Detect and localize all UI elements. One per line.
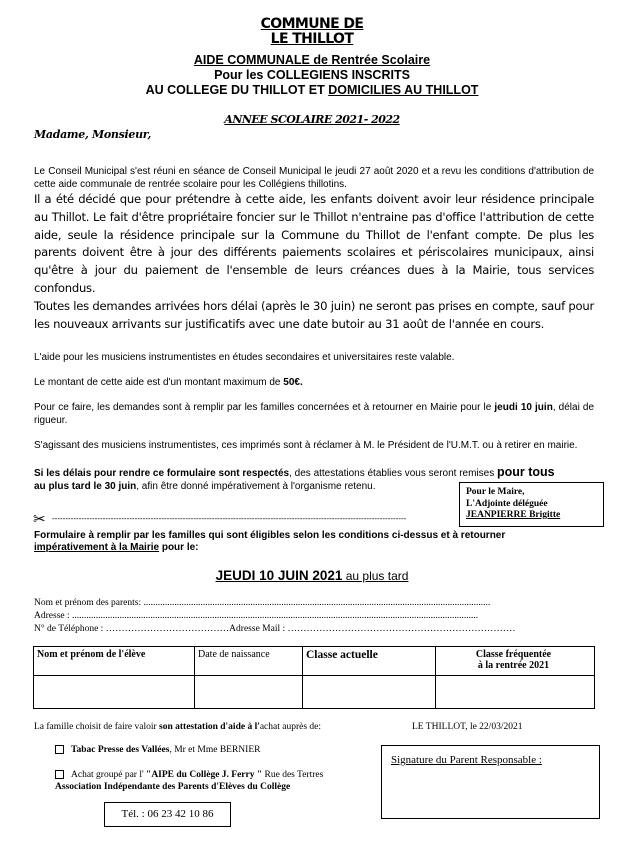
signature-box[interactable] — [381, 745, 600, 819]
paragraph-montant — [34, 377, 594, 390]
signature-label: Signature du Parent Responsable : — [391, 754, 542, 766]
col-header-next-class-line1: Classe fréquentée — [475, 649, 552, 660]
deadline-date: JEUDI 10 JUIN 2021 — [215, 568, 343, 583]
choice-intro-prefix: La famille choisit de faire valoir — [34, 722, 160, 732]
maire-signature-box — [459, 482, 604, 527]
demandes-text: Pour ce faire, les demandes sont à remplir par les familles concernées et à retourner en Mairie pour le — [34, 402, 495, 413]
annee-scolaire: ANNEE SCOLAIRE 2021- 2022 — [224, 113, 400, 126]
aide-title: AIDE COMMUNALE de Rentrée Scolaire — [193, 53, 431, 67]
col-header-next-class — [436, 647, 595, 676]
commune-title — [0, 17, 624, 47]
attestations-end: , afin être donné impérativement à l'organisme retenu. — [136, 480, 376, 492]
option-aipe-suffix: Rue des Tertres — [262, 770, 324, 780]
table-header-row — [34, 647, 595, 676]
deadline — [0, 568, 624, 584]
address-field[interactable]: Adresse : ........................................................................................................................................................................... — [34, 611, 479, 621]
attestations-pour-tous: pour tous — [497, 465, 555, 479]
option-tabac-rest: , Mr et Mme BERNIER — [169, 745, 261, 755]
choice-intro — [34, 722, 321, 733]
scissors-icon: ✂ — [33, 511, 46, 528]
choice-intro-suffix: achat auprès de: — [259, 722, 322, 732]
maire-name: JEANPIERRE Brigitte — [466, 510, 561, 520]
commune-line1: COMMUNE DE — [260, 16, 364, 32]
pour-line: Pour les COLLEGIENS INSCRITS — [214, 68, 410, 82]
college-prefix: AU COLLEGE DU THILLOT ET — [145, 83, 329, 97]
demandes-suffix: , délai de rigueur. — [34, 402, 595, 426]
demandes-date: jeudi 10 juin — [494, 402, 553, 413]
option-tabac — [55, 745, 260, 756]
option-aipe-prefix: Achat groupé par l' — [71, 770, 147, 780]
parents-name-field[interactable]: Nom et prénom des parents: .................................................................................................................................................. — [34, 598, 491, 608]
option-aipe-bold: "AIPE du Collège J. Ferry " — [146, 770, 263, 780]
option-tabac-checkbox[interactable] — [55, 745, 64, 754]
commune-line2: LE THILLOT — [270, 31, 354, 47]
col-header-name: Nom et prénom de l'élève — [34, 647, 195, 676]
paragraph-delai: Toutes les demandes arrivées hors délai (après le 30 juin) ne seront pas prises en compte, sauf pour les nouveaux arrivants sur justificatifs avec une date butoir au 31 août de l'année en cours. — [34, 299, 594, 331]
option-aipe — [55, 770, 323, 781]
attestations-mid: , des attestations établies vous seront remises — [289, 468, 497, 479]
paragraph-musiciens: L'aide pour les musiciens instrumentistes en études secondaires et universitaires reste valable. — [34, 352, 455, 363]
attestations-date: au plus tard le 30 juin — [34, 480, 137, 492]
montant-amount: 50€. — [283, 377, 303, 388]
cut-line: ------------------------------------------------------------------------------------------------------------------------------------- — [52, 514, 407, 523]
tel-box: Tél. : 06 23 42 10 86 — [104, 802, 231, 827]
col-header-current-class: Classe actuelle — [303, 647, 436, 676]
college-line — [0, 83, 624, 98]
phone-email-field[interactable]: N° de Téléphone : …………………………………Adresse Mail : ……………………………………………………………… — [34, 624, 516, 634]
place-date: LE THILLOT, le 22/03/2021 — [412, 722, 523, 732]
montant-text: Le montant de cette aide est d'un montant maximum de — [34, 377, 284, 388]
deadline-suffix: au plus tard — [342, 569, 409, 583]
paragraph-umt: S'agissant des musiciens instrumentistes, ces imprimés sont à réclamer à M. le Président de l'U.M.T. ou à retirer en mairie. — [34, 440, 578, 451]
cell-current-class[interactable] — [303, 676, 436, 709]
form-intro — [34, 530, 594, 554]
option-aipe-checkbox[interactable] — [55, 770, 64, 779]
option-tabac-bold: Tabac Presse des Vallées — [71, 745, 170, 755]
maire-line1: Pour le Maire, — [466, 487, 525, 497]
paragraph-conseil: Le Conseil Municipal s'est réuni en séance de Conseil Municipal le jeudi 27 août 2020 et a revu les conditions d'attribution de cette aide communale de rentrée scolaire pour les Collégiens thillotins. — [34, 166, 594, 190]
salutation: Madame, Monsieur, — [34, 128, 152, 141]
cell-student-name[interactable] — [34, 676, 195, 709]
form-intro-suffix: pour le: — [159, 542, 199, 553]
choice-intro-bold: son attestation d'aide à l' — [159, 722, 260, 732]
students-table — [33, 646, 595, 709]
cell-next-class[interactable] — [436, 676, 595, 709]
col-header-next-class-line2: à la rentrée 2021 — [477, 660, 550, 671]
college-underlined: DOMICILIES AU THILLOT — [328, 83, 479, 97]
maire-line2: L'Adjointe déléguée — [466, 498, 548, 509]
col-header-birthdate: Date de naissance — [195, 647, 303, 676]
paragraph-demandes — [34, 402, 594, 427]
aipe-association: Association Indépendante des Parents d'Elèves du Collège — [55, 782, 291, 792]
attestations-bold: Si les délais pour rendre ce formulaire sont respectés — [34, 468, 290, 479]
cell-birthdate[interactable] — [195, 676, 303, 709]
form-intro-line1: Formulaire à remplir par les familles qui sont éligibles selon les conditions ci-dessus et à retourner — [34, 530, 506, 541]
paragraph-residence: Il a été décidé que pour prétendre à cette aide, les enfants doivent avoir leur résidence principale au Thillot. Le fait d'être propriétaire foncier sur le Thillot n'entraine pas d'office l'attribution de cette aide, seule la résidence principale sur la Commune du Thillot de l'enfant compte. De plus les parents doivent être à jour des différents paiements scolaires et périscolaires municipaux, ainsi qu'être à jour du paiement de l'ensemble de leurs créances dues à la Mairie, tous services confondus. — [34, 192, 594, 295]
table-row — [34, 676, 595, 709]
form-intro-underlined: impérativement à la Mairie — [34, 542, 160, 553]
